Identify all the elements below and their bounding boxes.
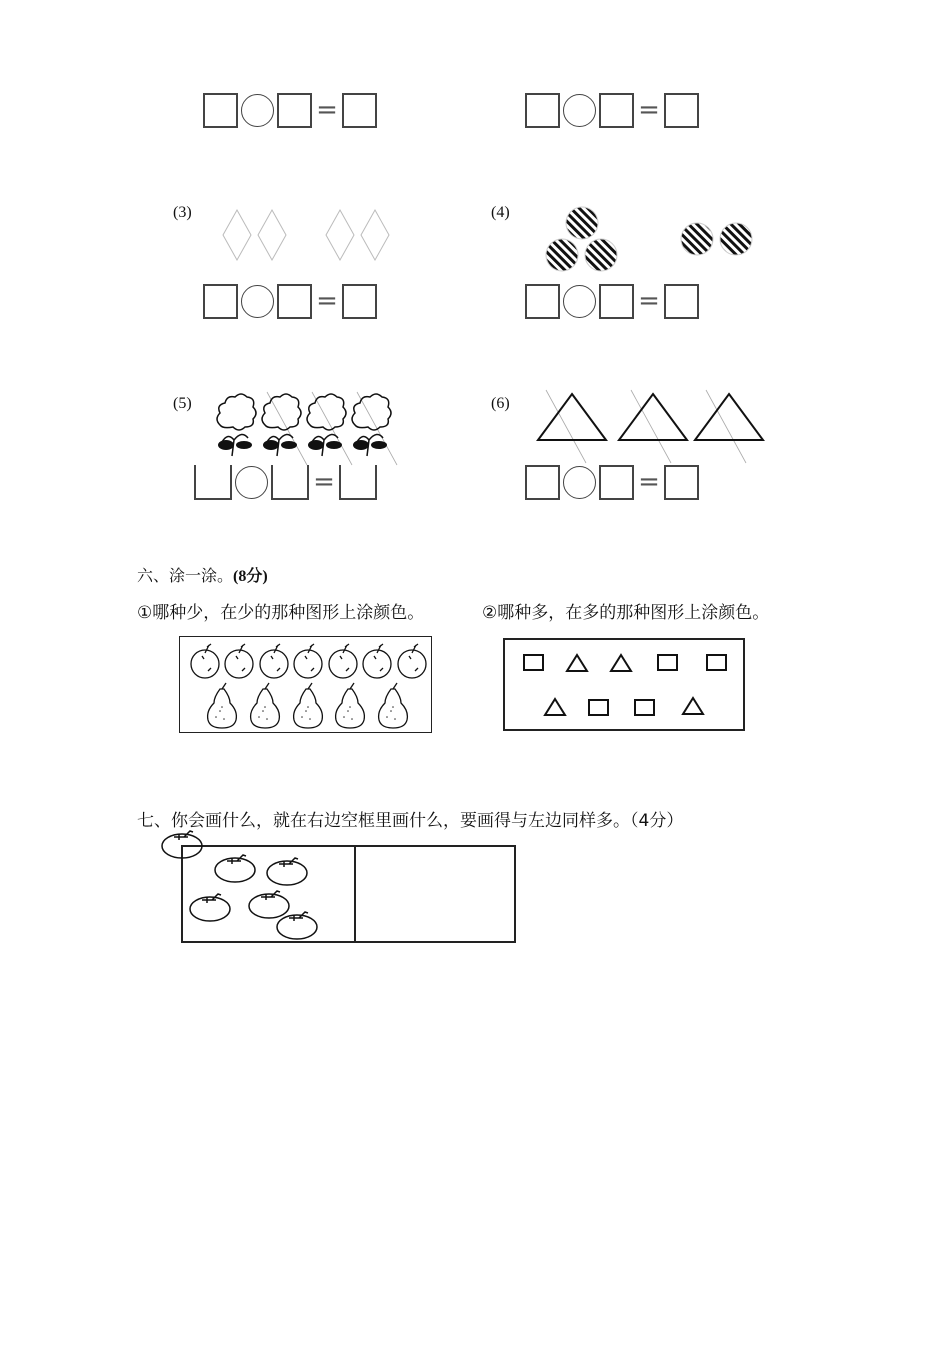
diamonds-icon: [220, 208, 420, 268]
operator-circle[interactable]: [563, 466, 596, 499]
answer-box[interactable]: [525, 93, 560, 128]
equals-sign: =: [316, 286, 338, 316]
section-6-question-1: ①哪种少，在少的那种图形上涂颜色。: [137, 603, 425, 623]
answer-box[interactable]: [203, 284, 238, 319]
drawing-box[interactable]: [354, 845, 516, 943]
equals-sign: =: [638, 95, 660, 125]
result-box[interactable]: [664, 93, 699, 128]
flowers-icon: [212, 390, 412, 470]
equals-sign: =: [313, 467, 335, 497]
answer-box[interactable]: [525, 284, 560, 319]
fruits-icon: [180, 637, 430, 732]
striped-circles-icon: [540, 205, 770, 275]
problem-3-label: (3): [173, 204, 192, 221]
result-box[interactable]: [339, 465, 377, 500]
operator-circle[interactable]: [235, 466, 268, 499]
apples-icon: [182, 846, 352, 941]
answer-box[interactable]: [194, 465, 232, 500]
problem-4-label: (4): [491, 204, 510, 221]
equals-sign: =: [316, 95, 338, 125]
equation-4: [525, 281, 699, 321]
answer-box[interactable]: [599, 284, 634, 319]
problem-5-label: (5): [173, 395, 192, 412]
operator-circle[interactable]: [563, 285, 596, 318]
equation-3: [203, 281, 377, 321]
result-box[interactable]: [342, 93, 377, 128]
equals-sign: =: [638, 286, 660, 316]
section-6-title: 六、涂一涂。: [137, 566, 234, 585]
answer-box[interactable]: [277, 284, 312, 319]
equals-sign: =: [638, 467, 660, 497]
triangles-icon: [536, 388, 776, 468]
equation-2: [525, 90, 699, 130]
answer-box[interactable]: [599, 465, 634, 500]
answer-box[interactable]: [271, 465, 309, 500]
answer-box[interactable]: [203, 93, 238, 128]
shapes-icon: [504, 639, 744, 729]
result-box[interactable]: [342, 284, 377, 319]
result-box[interactable]: [664, 465, 699, 500]
operator-circle[interactable]: [241, 94, 274, 127]
result-box[interactable]: [664, 284, 699, 319]
problem-6-label: (6): [491, 395, 510, 412]
section-6-question-2: ②哪种多，在多的那种图形上涂颜色。: [482, 603, 770, 623]
answer-box[interactable]: [525, 465, 560, 500]
section-6-score: (8分): [233, 568, 268, 585]
equation-1: [203, 90, 377, 130]
section-6-heading: [137, 563, 268, 586]
answer-box[interactable]: [599, 93, 634, 128]
equation-6: [525, 462, 699, 502]
equation-5: [194, 462, 377, 502]
operator-circle[interactable]: [241, 285, 274, 318]
operator-circle[interactable]: [563, 94, 596, 127]
section-7-heading: 七、你会画什么，就在右边空框里画什么，要画得与左边同样多。（4分）: [137, 811, 684, 831]
answer-box[interactable]: [277, 93, 312, 128]
